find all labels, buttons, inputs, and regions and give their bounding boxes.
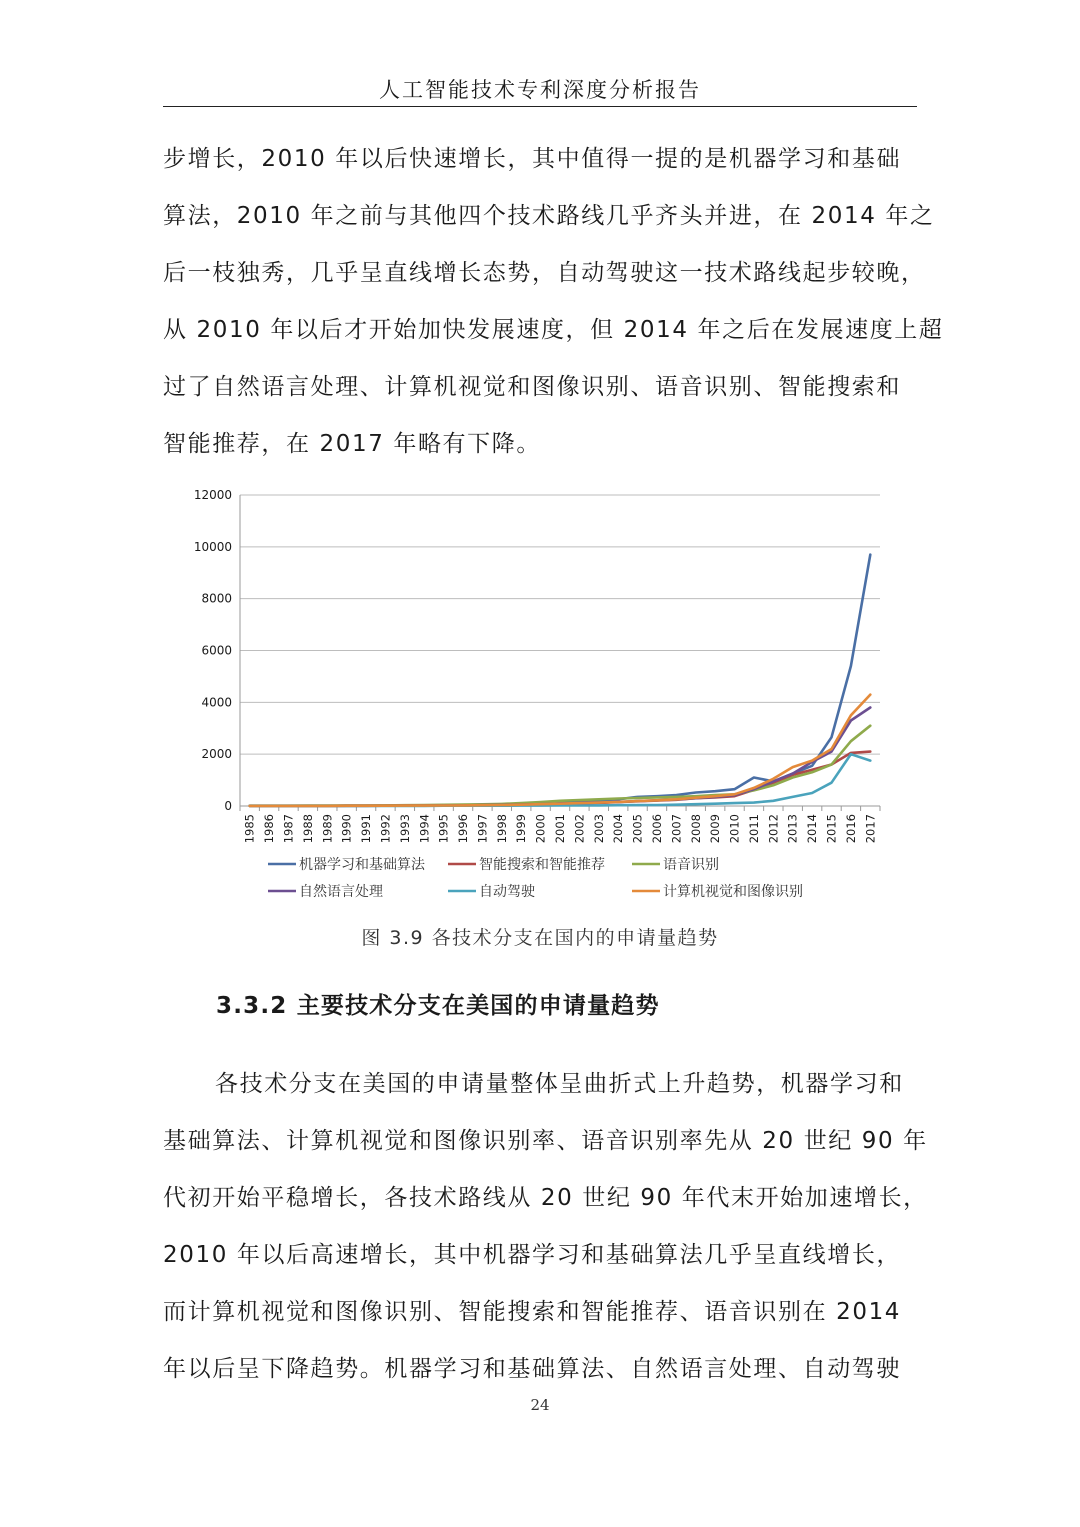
paragraph-line: 而计算机视觉和图像识别、智能搜索和智能推荐、语音识别在 2014 bbox=[163, 1299, 902, 1325]
x-tick-label: 2010 bbox=[727, 814, 742, 844]
y-tick-label: 10000 bbox=[193, 539, 232, 554]
paragraph-line: 过了自然语言处理、计算机视觉和图像识别、语音识别、智能搜索和 bbox=[163, 374, 901, 400]
paragraph-line: 从 2010 年以后才开始加快发展速度，但 2014 年之后在发展速度上超 bbox=[163, 317, 944, 343]
x-tick-label: 2009 bbox=[708, 814, 723, 844]
x-tick-label: 1999 bbox=[514, 814, 529, 844]
header-rule bbox=[163, 106, 917, 107]
x-tick-label: 1985 bbox=[242, 814, 257, 844]
x-tick-label: 2007 bbox=[669, 814, 684, 844]
x-tick-label: 1991 bbox=[359, 814, 374, 844]
x-tick-label: 2015 bbox=[824, 814, 839, 844]
x-tick-label: 2008 bbox=[688, 814, 703, 844]
x-tick-label: 2004 bbox=[611, 814, 626, 844]
x-tick-label: 2001 bbox=[553, 814, 568, 844]
page-header-title: 人工智能技术专利深度分析报告 bbox=[379, 78, 701, 102]
series-line bbox=[250, 708, 871, 806]
x-tick-label: 1988 bbox=[300, 814, 315, 844]
series-line bbox=[250, 555, 871, 806]
series-line bbox=[250, 726, 871, 806]
y-tick-label: 0 bbox=[224, 799, 232, 813]
x-tick-label: 2003 bbox=[591, 814, 606, 844]
legend-label: 智能搜索和智能推荐 bbox=[479, 857, 605, 873]
series-line bbox=[250, 695, 871, 806]
x-tick-label: 1998 bbox=[494, 814, 509, 844]
x-tick-label: 1987 bbox=[281, 814, 296, 844]
y-tick-label: 6000 bbox=[201, 643, 232, 658]
paragraph-line: 年以后呈下降趋势。机器学习和基础算法、自然语言处理、自动驾驶 bbox=[163, 1356, 901, 1382]
x-tick-label: 2016 bbox=[843, 814, 858, 844]
paragraph-line: 后一枝独秀，几乎呈直线增长态势，自动驾驶这一技术路线起步较晚， bbox=[163, 260, 926, 286]
y-tick-label: 12000 bbox=[193, 488, 232, 502]
x-tick-label: 2000 bbox=[533, 814, 548, 844]
figure-caption: 图 3.9 各技术分支在国内的申请量趋势 bbox=[361, 927, 719, 949]
y-tick-label: 2000 bbox=[201, 747, 232, 762]
paragraph-line: 各技术分支在美国的申请量整体呈曲折式上升趋势，机器学习和 bbox=[215, 1071, 904, 1097]
legend-label: 机器学习和基础算法 bbox=[299, 857, 425, 873]
paragraph-line: 基础算法、计算机视觉和图像识别率、语音识别率先从 20 世纪 90 年 bbox=[163, 1128, 928, 1154]
x-tick-label: 1989 bbox=[320, 814, 335, 844]
x-tick-label: 1992 bbox=[378, 814, 393, 844]
legend-label: 自动驾驶 bbox=[479, 884, 535, 900]
paragraph-line: 代初开始平稳增长，各技术路线从 20 世纪 90 年代末开始加速增长， bbox=[163, 1185, 928, 1211]
x-tick-label: 2006 bbox=[649, 814, 664, 844]
x-tick-label: 1994 bbox=[417, 814, 432, 844]
paragraph-line: 算法，2010 年之前与其他四个技术路线几乎齐头并进，在 2014 年之 bbox=[163, 203, 935, 229]
x-tick-label: 1995 bbox=[436, 814, 451, 844]
x-tick-label: 2017 bbox=[863, 814, 878, 844]
legend-label: 计算机视觉和图像识别 bbox=[663, 884, 803, 900]
section-heading: 3.3.2 主要技术分支在美国的申请量趋势 bbox=[216, 993, 660, 1019]
trend-line-chart bbox=[180, 478, 900, 908]
paragraph-1 bbox=[163, 131, 944, 473]
x-tick-label: 1997 bbox=[475, 814, 490, 844]
y-tick-label: 8000 bbox=[201, 591, 232, 606]
paragraph-line: 智能推荐，在 2017 年略有下降。 bbox=[163, 431, 541, 457]
x-tick-label: 2014 bbox=[805, 814, 820, 844]
paragraph-line: 步增长，2010 年以后快速增长，其中值得一提的是机器学习和基础 bbox=[163, 146, 902, 172]
x-tick-label: 2002 bbox=[572, 814, 587, 844]
x-tick-label: 2011 bbox=[746, 814, 761, 844]
x-tick-label: 2013 bbox=[785, 814, 800, 844]
paragraph-2 bbox=[163, 1056, 928, 1398]
x-tick-label: 1986 bbox=[262, 814, 277, 844]
legend-label: 语音识别 bbox=[663, 857, 719, 873]
x-tick-label: 2005 bbox=[630, 814, 645, 844]
x-tick-label: 1996 bbox=[456, 814, 471, 844]
legend-label: 自然语言处理 bbox=[299, 884, 383, 900]
x-tick-label: 1990 bbox=[339, 814, 354, 844]
paragraph-line: 2010 年以后高速增长，其中机器学习和基础算法几乎呈直线增长， bbox=[163, 1242, 902, 1268]
y-tick-label: 4000 bbox=[201, 695, 232, 710]
x-tick-label: 2012 bbox=[766, 814, 781, 844]
page-number: 24 bbox=[530, 1396, 550, 1414]
x-tick-label: 1993 bbox=[397, 814, 412, 844]
